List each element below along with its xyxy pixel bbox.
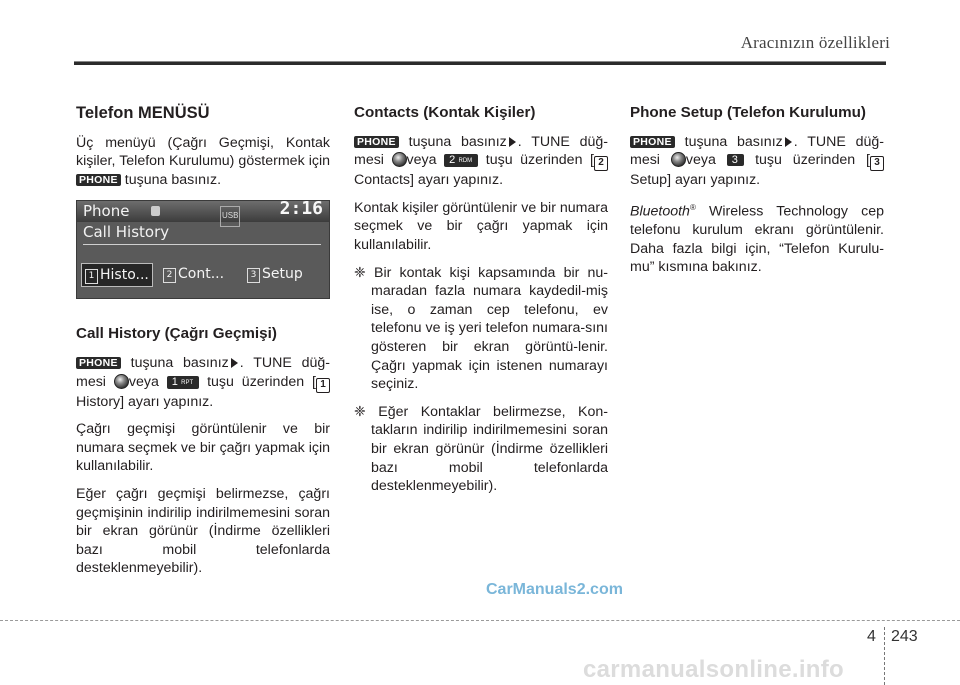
screen-phone-label: Phone [83,202,130,221]
heading-contacts: Contacts (Kontak Kişiler) [354,104,536,121]
usb-icon: USB [220,206,240,227]
heading-telefon-menusu: Telefon MENÜSÜ [76,104,210,122]
call-history-steps: PHONE tuşuna basınız . TUNE düğ-mesi veya 1 RPT tuşu üzerinden [ 1 History] ayarı yapınız. [76,354,330,410]
phone-button-icon: PHONE [354,136,399,148]
page-number-divider [884,627,885,685]
intro-paragraph [76,134,330,190]
phone-button-icon: PHONE [76,174,121,186]
number-1-icon: 1 [316,378,330,393]
screen-clock: 2:16 [279,200,323,220]
number-2-icon: 2 [594,156,608,171]
tune-knob-icon [671,152,686,167]
phone-setup-para: Bluetooth® Wireless Technology cep telefonu kurulum ekranı görüntülenir. Daha fazla bilgi için, “Telefon Kurulu-mu” kısmına bakınız. [630,202,884,276]
contacts-note-2: ❈ Eğer Kontaklar belirmezse, Kon-takların indirilip indirilmemesini soran bir ekran görünür (İndirme özellikleri bazı mobil telefonlarda desteklenmeyebilir). [354,403,608,495]
play-arrow-icon [785,137,792,147]
header-rule [74,62,886,65]
screen-option-setup[interactable]: 3 Setup [247,263,303,285]
footer-dashed-rule [0,620,960,621]
column-contacts [354,104,608,505]
screen-subtitle: Call History [83,223,170,242]
key-3-icon: 3 [727,154,744,166]
watermark-link[interactable]: CarManuals2.com [486,581,623,598]
section-number: 4 [867,628,876,645]
heading-phone-setup: Phone Setup (Telefon Kurulumu) [630,104,866,121]
screen-divider [83,244,321,245]
phone-setup-steps: PHONE tuşuna basınız . TUNE düğ-mesi veya 3 tuşu üzerinden [ 3 Setup] ayarı yapınız. [630,133,884,189]
screen-option-history[interactable]: 1 Histo... [81,263,153,287]
contacts-steps: PHONE tuşuna basınız . TUNE düğ-mesi veya 2 RDM tuşu üzerinden [ 2 Contacts] ayarı yapınız. [354,133,608,189]
call-history-para-2: Eğer çağrı geçmişi belirmezse, çağrı geçmişinin indirilip indirilmemesini soran bir ekran görünür (İndirme özellikleri bazı mobil telefonlarda desteklenmeyebilir). [76,485,330,577]
key-2-rdm-icon: 2 RDM [444,154,478,167]
tune-knob-icon [392,152,407,167]
tune-knob-icon [114,374,129,389]
play-arrow-icon [231,358,238,368]
intro-text: Üç menüyü (Çağrı Geçmişi, Kontak kişiler, Telefon Kurulumu) göstermek için [76,134,330,170]
number-3-icon: 3 [870,156,884,171]
key-1-rpt-icon: 1 RPT [167,376,199,389]
section-title: Aracınızın özellikleri [740,33,890,52]
column-telefon-menu [76,104,330,587]
column-phone-setup [630,104,884,286]
phone-menu-screen [76,200,330,299]
heading-call-history: Call History (Çağrı Geçmişi) [76,325,277,343]
screen-option-contacts[interactable]: 2 Cont... [163,263,224,285]
contacts-note-1: ❈ Bir kontak kişi kapsamında bir nu-maradan fazla numara kaydedil-miş ise, o zaman cep telefonu, ev telefonu ve iş yeri telefon numara-sını gösteren bir ekran görüntü-lenir. Çağrı yapmak için istenen numarayı seçiniz. [354,264,608,393]
contacts-para-1: Kontak kişiler görüntülenir ve bir numara seçmek ve bir çağrı yapmak için kullanılabilir. [354,199,608,253]
bluetooth-icon [151,206,160,216]
phone-button-icon: PHONE [76,357,121,369]
footer-site-watermark: carmanualsonline.info [583,656,845,683]
call-history-para-1: Çağrı geçmişi görüntülenir ve bir numara seçmek ve bir çağrı yapmak için kullanılabilir. [76,421,330,475]
intro-text-end: tuşuna basınız. [124,171,222,188]
play-arrow-icon [509,137,516,147]
page-number: 243 [891,628,918,645]
phone-button-icon: PHONE [630,136,675,148]
